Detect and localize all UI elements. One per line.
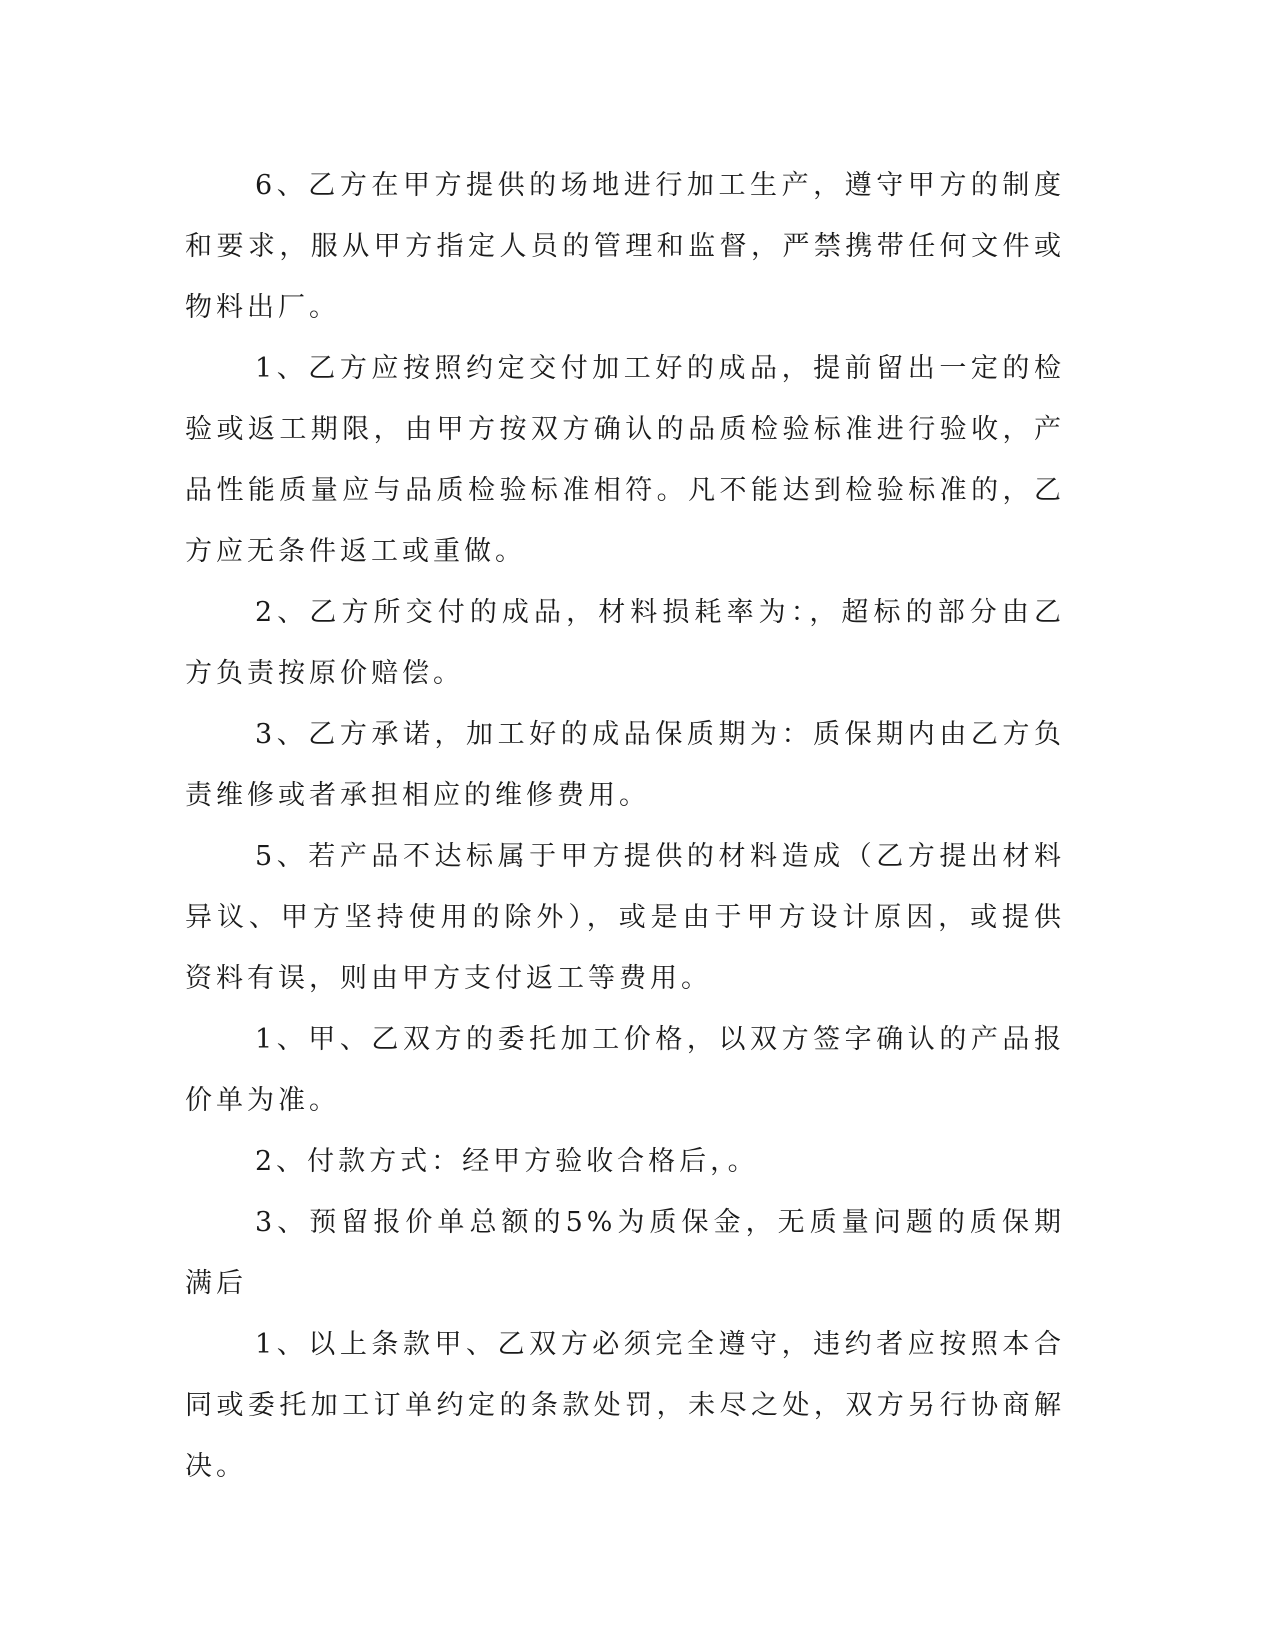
clause-retention-money: 3、预留报价单总额的5%为质保金，无质量问题的质保期满后 <box>185 1207 1065 1299</box>
contract-text <box>185 155 1065 1497</box>
clause-payment-method: 2、付款方式：经甲方验收合格后，。 <box>255 1146 759 1177</box>
clause-site-production: 6、乙方在甲方提供的场地进行加工生产，遵守甲方的制度和要求，服从甲方指定人员的管理和监督，严禁携带任何文件或物料出厂。 <box>185 170 1065 323</box>
clause-material-loss: 2、乙方所交付的成品，材料损耗率为：，超标的部分由乙方负责按原价赔偿。 <box>185 597 1065 689</box>
clause-breach: 1、以上条款甲、乙双方必须完全遵守，违约者应按照本合同或委托加工订单约定的条款处罚，未尽之处，双方另行协商解决。 <box>185 1329 1065 1482</box>
clause-processing-price: 1、甲、乙双方的委托加工价格，以双方签字确认的产品报价单为准。 <box>185 1024 1065 1116</box>
clause-substandard-materials: 5、若产品不达标属于甲方提供的材料造成（乙方提出材料异议、甲方坚持使用的除外），或是由于甲方设计原因，或提供资料有误，则由甲方支付返工等费用。 <box>185 841 1065 994</box>
clause-delivery-inspection: 1、乙方应按照约定交付加工好的成品，提前留出一定的检验或返工期限，由甲方按双方确认的品质检验标准进行验收，产品性能质量应与品质检验标准相符。凡不能达到检验标准的，乙方应无条件返工或重做。 <box>185 353 1065 567</box>
clause-warranty: 3、乙方承诺，加工好的成品保质期为：质保期内由乙方负责维修或者承担相应的维修费用。 <box>185 719 1065 811</box>
